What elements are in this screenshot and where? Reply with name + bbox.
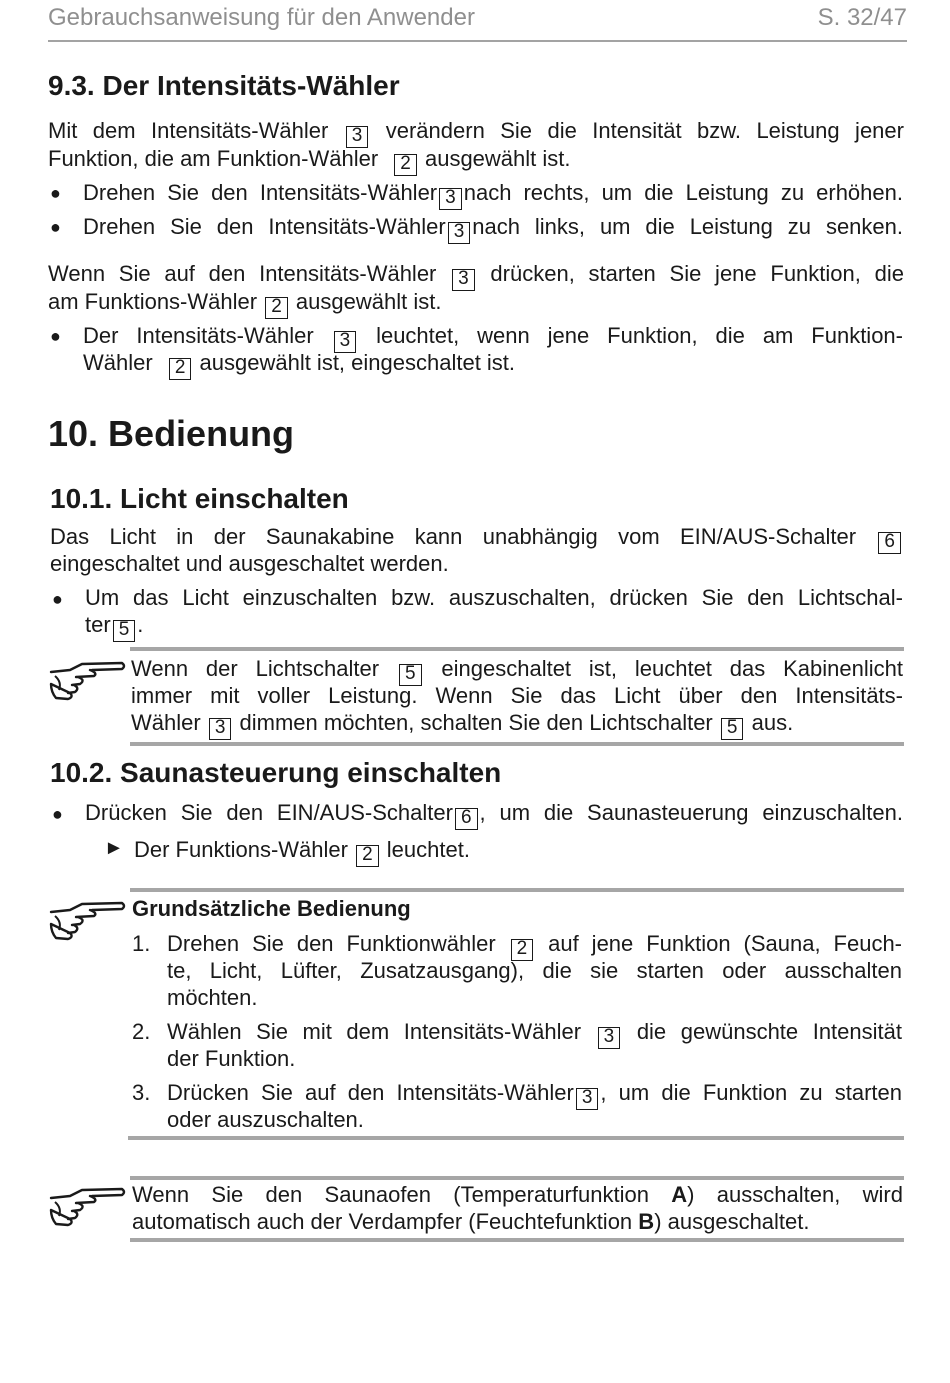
note3-line1 bbox=[132, 1182, 903, 1208]
text: Der Funktions-Wähler bbox=[134, 837, 348, 862]
text: dimmen möchten, schalten Sie den Lichtschalter bbox=[239, 710, 713, 735]
list-item-2-line2: der Funktion. bbox=[167, 1046, 296, 1071]
list-item-number: 3. bbox=[132, 1080, 151, 1105]
text: ) ausschalten, wird bbox=[687, 1182, 903, 1207]
ref-number: 3 bbox=[209, 718, 232, 740]
text: . bbox=[137, 612, 144, 637]
note-rule-bottom bbox=[130, 1238, 904, 1242]
section-10-2-heading: 10.2. Saunasteuerung einschalten bbox=[50, 757, 502, 788]
s93-p1-line2 bbox=[48, 146, 571, 176]
ref-number: 5 bbox=[721, 718, 744, 740]
note3-line2 bbox=[132, 1209, 810, 1235]
text: verändern Sie die Intensität bzw. Leistung jener bbox=[385, 118, 904, 143]
pointing-hand-icon bbox=[48, 898, 128, 942]
arrow-right-icon: ► bbox=[104, 837, 124, 859]
pointing-hand-icon bbox=[48, 1184, 128, 1228]
note-rule-top bbox=[130, 888, 904, 892]
text: Wähler bbox=[83, 350, 153, 375]
ref-number: 3 bbox=[439, 188, 462, 210]
list-item-3-line2: oder auszuschalten. bbox=[167, 1107, 364, 1132]
text: Drehen Sie den Funktionwähler bbox=[167, 931, 496, 956]
s93-bullet-2 bbox=[83, 214, 903, 244]
s93-bullet-3-line1 bbox=[83, 323, 903, 353]
text: Wenn der Lichtschalter bbox=[131, 656, 380, 681]
text: leuchtet. bbox=[386, 837, 470, 862]
text: ter bbox=[85, 612, 111, 637]
text: nach rechts, um die Leistung zu erhöhen. bbox=[463, 180, 903, 205]
text: B bbox=[638, 1209, 655, 1234]
text: Drücken Sie auf den Intensitäts-Wähler bbox=[167, 1080, 574, 1105]
ref-number: 3 bbox=[448, 222, 471, 244]
section-9-3-heading: 9.3. Der Intensitäts-Wähler bbox=[48, 70, 400, 101]
bullet-icon: ● bbox=[52, 589, 63, 609]
ref-number: 5 bbox=[399, 664, 422, 686]
note2-title: Grundsätzliche Bedienung bbox=[132, 896, 411, 921]
section-10-heading: 10. Bedienung bbox=[48, 413, 295, 454]
s93-p2-line2 bbox=[48, 289, 441, 319]
text: aus. bbox=[751, 710, 794, 735]
pointing-hand-icon bbox=[48, 658, 128, 702]
ref-number: 2 bbox=[394, 154, 417, 176]
text: , um die Funktion zu starten bbox=[600, 1080, 903, 1105]
s93-p2-line1 bbox=[48, 261, 904, 291]
text: A bbox=[671, 1182, 688, 1207]
bullet-icon: ● bbox=[50, 217, 61, 237]
ref-number: 2 bbox=[169, 358, 192, 380]
ref-number: 3 bbox=[452, 269, 475, 291]
text: Wenn Sie den Saunaofen (Temperaturfunktion bbox=[132, 1182, 649, 1207]
ref-number: 5 bbox=[113, 620, 136, 642]
page-number: S. 32/47 bbox=[817, 4, 907, 31]
text: Mit dem Intensitäts-Wähler bbox=[48, 118, 329, 143]
ref-number: 3 bbox=[598, 1027, 621, 1049]
text: Wählen Sie mit dem Intensitäts-Wähler bbox=[167, 1019, 582, 1044]
ref-number: 3 bbox=[334, 331, 357, 353]
text: Das Licht in der Saunakabine kann unabhängig vom EIN/AUS-Schalter bbox=[50, 524, 857, 549]
text: Funktion, die am Funktion-Wähler bbox=[48, 146, 379, 171]
ref-number: 6 bbox=[878, 532, 901, 554]
note-rule-top bbox=[130, 647, 904, 651]
text: ausgewählt ist. bbox=[424, 146, 571, 171]
s93-bullet-3-line2 bbox=[83, 350, 515, 380]
list-item-number: 1. bbox=[132, 931, 151, 956]
text: Drehen Sie den Intensitäts-Wähler bbox=[83, 214, 446, 239]
text: Drücken Sie den EIN/AUS-Schalter bbox=[85, 800, 453, 825]
s102-bullet bbox=[85, 800, 903, 830]
text: ausgewählt ist, eingeschaltet ist. bbox=[199, 350, 516, 375]
bullet-icon: ● bbox=[50, 326, 61, 346]
text: drücken, starten Sie jene Funktion, die bbox=[490, 261, 904, 286]
text: leuchtet, wenn jene Funktion, die am Funktion- bbox=[376, 323, 903, 348]
s101-p-line2: eingeschaltet und ausgeschaltet werden. bbox=[50, 551, 449, 576]
s101-bullet-line2 bbox=[85, 612, 143, 642]
header-title: Gebrauchsanweisung für den Anwender bbox=[48, 4, 475, 31]
note-rule-bottom bbox=[128, 1136, 904, 1140]
list-item-2-line1 bbox=[167, 1019, 902, 1049]
list-item-1-line2: te, Licht, Lüfter, Zusatzausgang), die sie starten oder ausschalten bbox=[167, 958, 902, 983]
s93-bullet-1 bbox=[83, 180, 903, 210]
list-item-1-line1 bbox=[167, 931, 902, 961]
text: am Funktions-Wähler bbox=[48, 289, 258, 314]
text: Wenn Sie auf den Intensitäts-Wähler bbox=[48, 261, 437, 286]
text: auf jene Funktion (Sauna, Feuch- bbox=[548, 931, 902, 956]
text: ausgewählt ist. bbox=[295, 289, 442, 314]
ref-number: 3 bbox=[346, 126, 369, 148]
ref-number: 2 bbox=[265, 297, 288, 319]
note1-line1 bbox=[131, 656, 903, 686]
list-item-3-line1 bbox=[167, 1080, 902, 1110]
text: Drehen Sie den Intensitäts-Wähler bbox=[83, 180, 438, 205]
text: Der Intensitäts-Wähler bbox=[83, 323, 314, 348]
text: nach links, um die Leistung zu senken. bbox=[472, 214, 903, 239]
text: die gewünschte Intensität bbox=[636, 1019, 902, 1044]
list-item-1-line3: möchten. bbox=[167, 985, 258, 1010]
bullet-icon: ● bbox=[50, 183, 61, 203]
note-rule-top bbox=[130, 1176, 904, 1180]
s101-bullet-line1: Um das Licht einzuschalten bzw. auszuschalten, drücken Sie den Lichtschal- bbox=[85, 585, 903, 610]
text: eingeschaltet ist, leuchtet das Kabinenlicht bbox=[441, 656, 903, 681]
bullet-icon: ● bbox=[52, 804, 63, 824]
text: , um die Saunasteuerung einzuschalten. bbox=[479, 800, 903, 825]
ref-number: 2 bbox=[356, 845, 379, 867]
note1-line2: immer mit voller Leistung. Wenn Sie das Licht über den Intensitäts- bbox=[131, 683, 903, 708]
list-item-number: 2. bbox=[132, 1019, 151, 1044]
text: automatisch auch der Verdampfer (Feuchtefunktion bbox=[132, 1209, 633, 1234]
s102-result bbox=[134, 837, 470, 867]
s93-p1-line1 bbox=[48, 118, 904, 148]
text: Wähler bbox=[131, 710, 201, 735]
running-header bbox=[48, 2, 907, 42]
ref-number: 2 bbox=[511, 939, 534, 961]
text: ) ausgeschaltet. bbox=[654, 1209, 810, 1234]
note-rule-bottom bbox=[130, 742, 904, 746]
section-10-1-heading: 10.1. Licht einschalten bbox=[50, 483, 349, 514]
s101-p-line1 bbox=[50, 524, 903, 554]
ref-number: 6 bbox=[455, 808, 478, 830]
ref-number: 3 bbox=[576, 1088, 599, 1110]
note1-line3 bbox=[131, 710, 793, 740]
